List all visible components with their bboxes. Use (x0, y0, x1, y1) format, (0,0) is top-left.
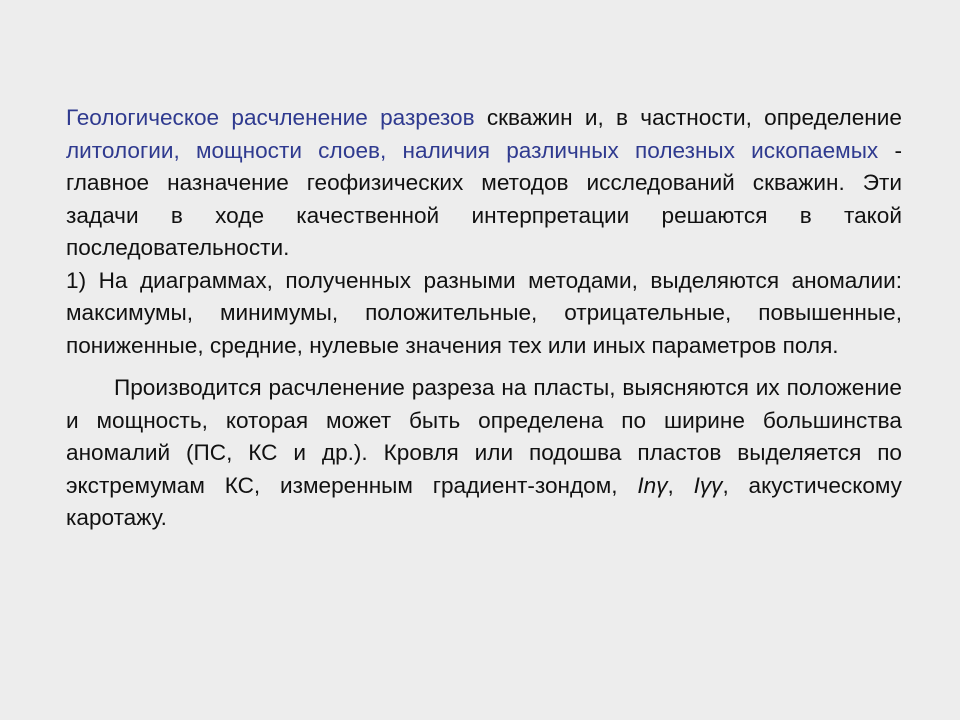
method-gamma-gamma: Iγγ (693, 472, 723, 498)
slide-text-block (66, 102, 902, 535)
method-neutron-gamma: Inγ (637, 472, 668, 498)
highlight-geological-division: Геологическое расчленение разрезов (66, 105, 475, 130)
paragraph-1-text-a: скважин и, в частности, определение (474, 105, 902, 130)
highlight-lithology-thickness: литологии, мощности слоев, наличия различных полезных ископаемых (66, 137, 879, 163)
paragraph-3-text: Производится расчленение разреза на пласты, выясняются их положение и мощность, которая может быть определена по ширине большинства аномалий (ПС, КС и др.). Кровля или подошва пластов выделяется по экстремумам КС, измеренным градиент-зондом, (66, 375, 902, 498)
paragraph-1-text-b: - главное назначение геофизических методов исследований скважин. Эти задачи в ходе качественной интерпретации решаются в такой последовательности. (66, 137, 902, 260)
paragraph-3-tail: , акустическому каротажу. (66, 472, 902, 530)
paragraph-3 (66, 372, 902, 535)
paragraph-1 (66, 102, 902, 265)
paragraph-3-separator: , (667, 472, 694, 498)
paragraph-2: 1) На диаграммах, полученных разными методами, выделяются аномалии: максимумы, минимумы, положительные, отрицательные, повышенные, пониженные, средние, нулевые значения тех или иных параметров поля. (66, 267, 902, 358)
